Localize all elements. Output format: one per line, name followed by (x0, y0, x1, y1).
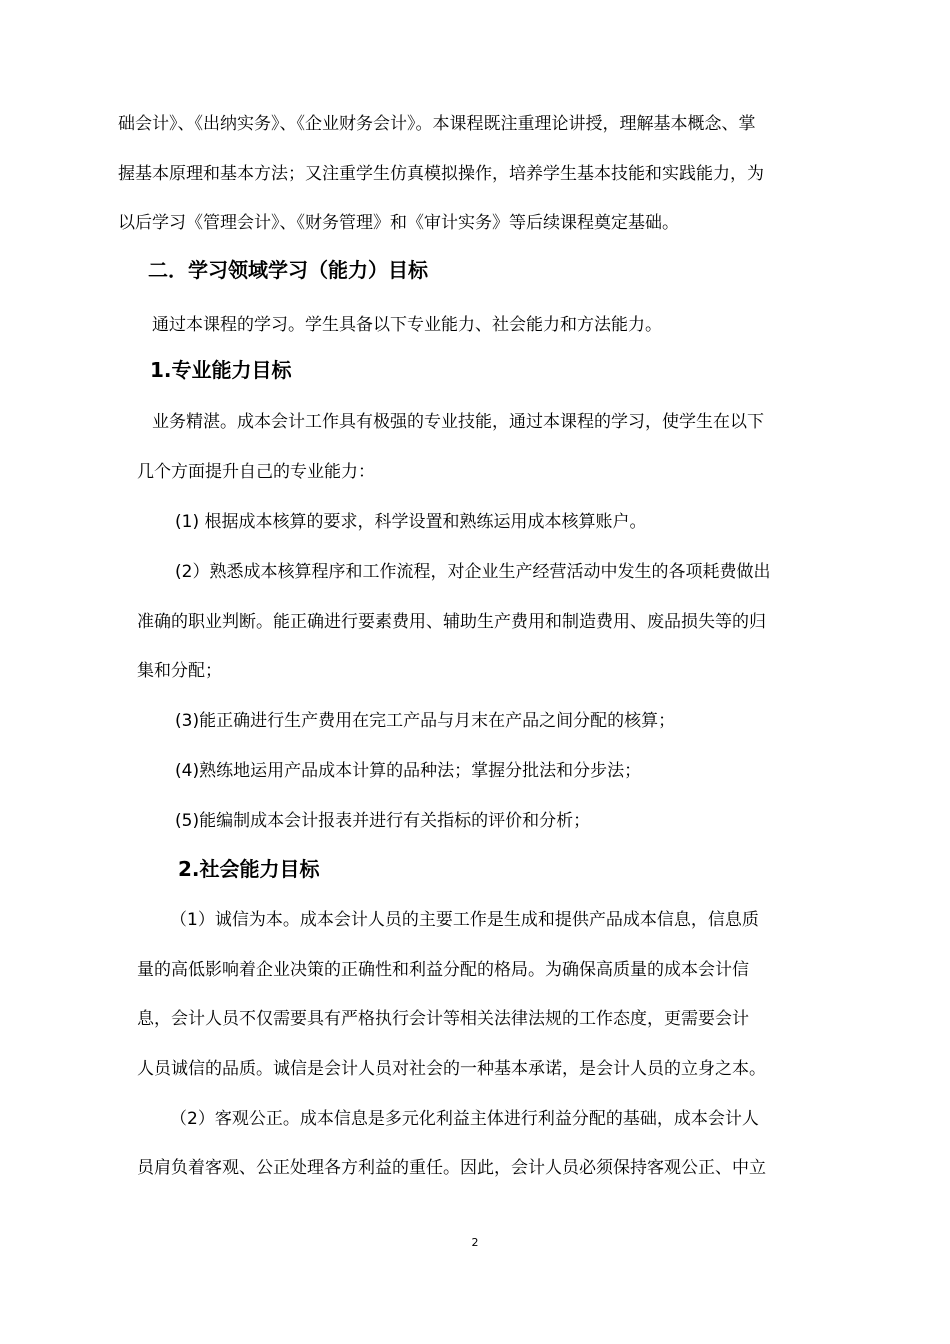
body-line-9: （1）诚信为本。成本会计人员的主要工作是生成和提供产品成本信息，信息质 (170, 910, 759, 930)
list-item-3: (3)能正确进行生产费用在完工产品与月末在产品之间分配的核算； (175, 711, 676, 731)
body-line-3: 以后学习《管理会计》、《财务管理》和《审计实务》等后续课程奠定基础。 (118, 213, 679, 233)
list-item-2: (2）熟悉成本核算程序和工作流程，对企业生产经营活动中发生的各项耗费做出 (175, 562, 771, 582)
body-line-2: 握基本原理和基本方法；又注重学生仿真模拟操作，培养学生基本技能和实践能力，为 (118, 164, 764, 184)
list-item-1: (1) 根据成本核算的要求，科学设置和熟练运用成本核算账户。 (175, 512, 647, 532)
body-line-10: 量的高低影响着企业决策的正确性和利益分配的格局。为确保高质量的成本会计信 (137, 960, 749, 980)
subheading-social-ability: 2.社会能力目标 (178, 857, 320, 881)
list-item-4: (4)熟练地运用产品成本计算的品种法；掌握分批法和分步法； (175, 761, 642, 781)
list-item-5: (5)能编制成本会计报表并进行有关指标的评价和分析； (175, 811, 591, 831)
body-line-5: 业务精湛。成本会计工作具有极强的专业技能，通过本课程的学习，使学生在以下 (152, 412, 764, 432)
body-line-4: 通过本课程的学习。学生具备以下专业能力、社会能力和方法能力。 (152, 315, 662, 335)
body-line-7: 准确的职业判断。能正确进行要素费用、辅助生产费用和制造费用、废品损失等的归 (137, 612, 766, 632)
body-line-12: 人员诚信的品质。诚信是会计人员对社会的一种基本承诺，是会计人员的立身之本。 (137, 1059, 766, 1079)
subheading-professional-ability: 1.专业能力目标 (150, 358, 292, 382)
body-line-8: 集和分配； (137, 661, 222, 681)
body-line-13: （2）客观公正。成本信息是多元化利益主体进行利益分配的基础，成本会计人 (170, 1109, 759, 1129)
body-line-6: 几个方面提升自己的专业能力： (137, 462, 375, 482)
page-number: 2 (471, 1236, 479, 1249)
body-line-11: 息，会计人员不仅需要具有严格执行会计等相关法律法规的工作态度，更需要会计 (137, 1009, 749, 1029)
body-line-1: 础会计》、《出纳实务》、《企业财务会计》。本课程既注重理论讲授，理解基本概念、掌 (118, 114, 756, 134)
body-line-14: 员肩负着客观、公正处理各方利益的重任。因此，会计人员必须保持客观公正、中立 (137, 1158, 766, 1178)
section-heading-2: 二．学习领域学习（能力）目标 (148, 258, 428, 282)
